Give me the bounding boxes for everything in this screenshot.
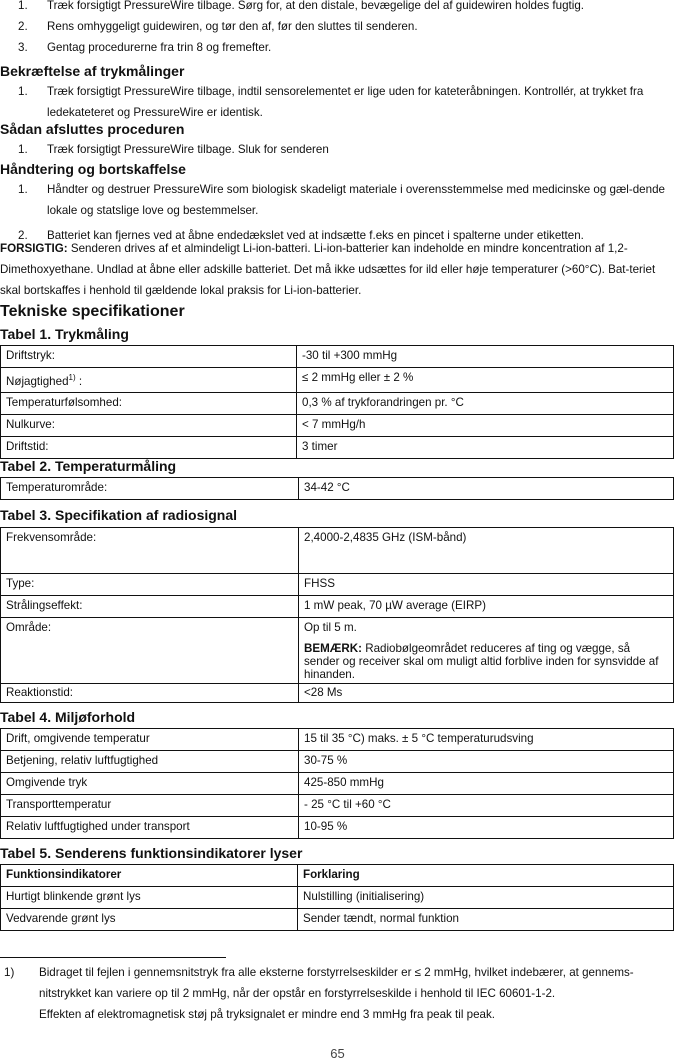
confirm-section (0, 61, 675, 123)
list-item: 3. Gentag procedurerne fra trin 8 og fremefter. (18, 41, 272, 54)
table-row: Relativ luftfugtighed under transport 10-95 % (1, 817, 674, 839)
table5-title: Tabel 5. Senderens funktionsindikatorer lyser (0, 845, 303, 861)
table-row: Frekvensområde: 2,4000-2,4835 GHz (ISM-bånd) (1, 528, 674, 574)
table2-title: Tabel 2. Temperaturmåling (0, 458, 177, 474)
page-number: 65 (330, 1046, 345, 1061)
finish-section (0, 119, 675, 160)
list-item: 1. Træk forsigtigt PressureWire tilbage. Sørg for, at den distale, bevægelige del af guidewiren holdes fugtig. (18, 0, 585, 12)
footnote-ref: 1) (68, 373, 76, 382)
table-row: Temperaturfølsomhed: 0,3 % af trykforandringen pr. °C (1, 392, 674, 414)
table5-indicators (0, 864, 674, 931)
table4-environment (0, 728, 674, 839)
table-row: Hurtigt blinkende grønt lys Nulstilling (initialisering) (1, 887, 674, 909)
note: BEMÆRK: Radiobølgeområdet reduceres af ting og vægge, så sender og receiver skal om muligt altid forblive inden for synsvidde af hinanden. (304, 642, 659, 681)
footnote-divider (0, 957, 226, 958)
caution-note: FORSIGTIG: Senderen drives af et almindeligt Li-ion-batteri. Li-ion-batterier kan indeholde en mindre koncentration af 1,2-Dimethoxyethane. Undlad at åbne eller adskille batteriet. Det må ikke udsættes for ild eller høje temperaturer (>60°C). Bat-teriet skal bortskaffes i henhold til gældende lokal praksis for Li-ion-batterier. (0, 242, 656, 297)
table-row: Driftstid: 3 timer (1, 436, 674, 458)
table1-title: Tabel 1. Trykmåling (0, 326, 129, 342)
table1-pressure (0, 345, 674, 459)
table-row: Drift, omgivende temperatur 15 til 35 °C) maks. ± 5 °C temperaturudsving (1, 729, 674, 751)
table-row: Vedvarende grønt lys Sender tændt, normal funktion (1, 909, 674, 931)
table-row: Type: FHSS (1, 574, 674, 596)
table-row: Reaktionstid: <28 Ms (1, 684, 674, 703)
table-row: Omgivende tryk 425-850 mmHg (1, 773, 674, 795)
list-item: 2. Batteriet kan fjernes ved at åbne endedækslet ved at indsætte f.eks en pincet i spalterne under etiketten. (18, 229, 584, 242)
table-row: Strålingseffekt: 1 mW peak, 70 µW average (EIRP) (1, 596, 674, 618)
table-row: Transporttemperatur - 25 °C til +60 °C (1, 795, 674, 817)
table3-radio (0, 527, 674, 703)
list-item: 1. Træk forsigtigt PressureWire tilbage. Sluk for senderen (18, 143, 329, 156)
list-item: 1. Håndter og destruer PressureWire som biologisk skadeligt materiale i overensstemmelse med medicinske og gæl-dende lokale og statslige love og bestemmelser. (18, 183, 665, 217)
section-heading: Bekræftelse af trykmålinger (0, 63, 185, 79)
section-heading: Sådan afsluttes proceduren (0, 121, 185, 137)
section-heading: Håndtering og bortskaffelse (0, 161, 186, 177)
specs-heading: Tekniske specifikationer (0, 303, 185, 320)
footnote: 1) Bidraget til fejlen i gennemsnitstryk fra alle eksterne forstyrrelseskilder er ≤ 2 mmHg, hvilket indebærer, at gennems-nitstrykket kan variere op til 2 mmHg, når der opstår en forstyrrelseskilde i henhold til IEC 60601-1-2. Effekten af elektromagnetisk støj på tryksignalet er mindre end 3 mmHg fra peak til peak. (4, 966, 634, 1021)
table-row: Nøjagtighed$^{1)}$ : ≤ 2 mmHg eller ± 2 % (1, 368, 674, 393)
table-row: Betjening, relativ luftfugtighed 30-75 % (1, 751, 674, 773)
table-header-row: Funktionsindikatorer Forklaring (1, 865, 674, 887)
steps-top (0, 0, 675, 58)
table-row: Nulkurve: < 7 mmHg/h (1, 414, 674, 436)
table-row: Driftstryk: -30 til +300 mmHg (1, 346, 674, 368)
disposal-section (0, 159, 675, 246)
table-row: Område: Op til 5 m. BEMÆRK: Radiobølgeområdet reduceres af ting og vægge, så sender og receiver skal om muligt altid forblive inden for synsvidde af hinanden. (1, 618, 674, 684)
table3-title: Tabel 3. Specifikation af radiosignal (0, 507, 238, 523)
list-item: 1. Træk forsigtigt PressureWire tilbage, indtil sensorelementet er lige uden for kateteråbningen. Kontrollér, at trykket fra ledekateteret og PressureWire er identisk. (18, 85, 644, 119)
table4-title: Tabel 4. Miljøforhold (0, 709, 136, 725)
list-item: 2. Rens omhyggeligt guidewiren, og tør den af, før den sluttes til senderen. (18, 20, 418, 33)
table2-temperature (0, 477, 674, 500)
table-row: Temperaturområde: 34-42 °C (1, 478, 674, 500)
